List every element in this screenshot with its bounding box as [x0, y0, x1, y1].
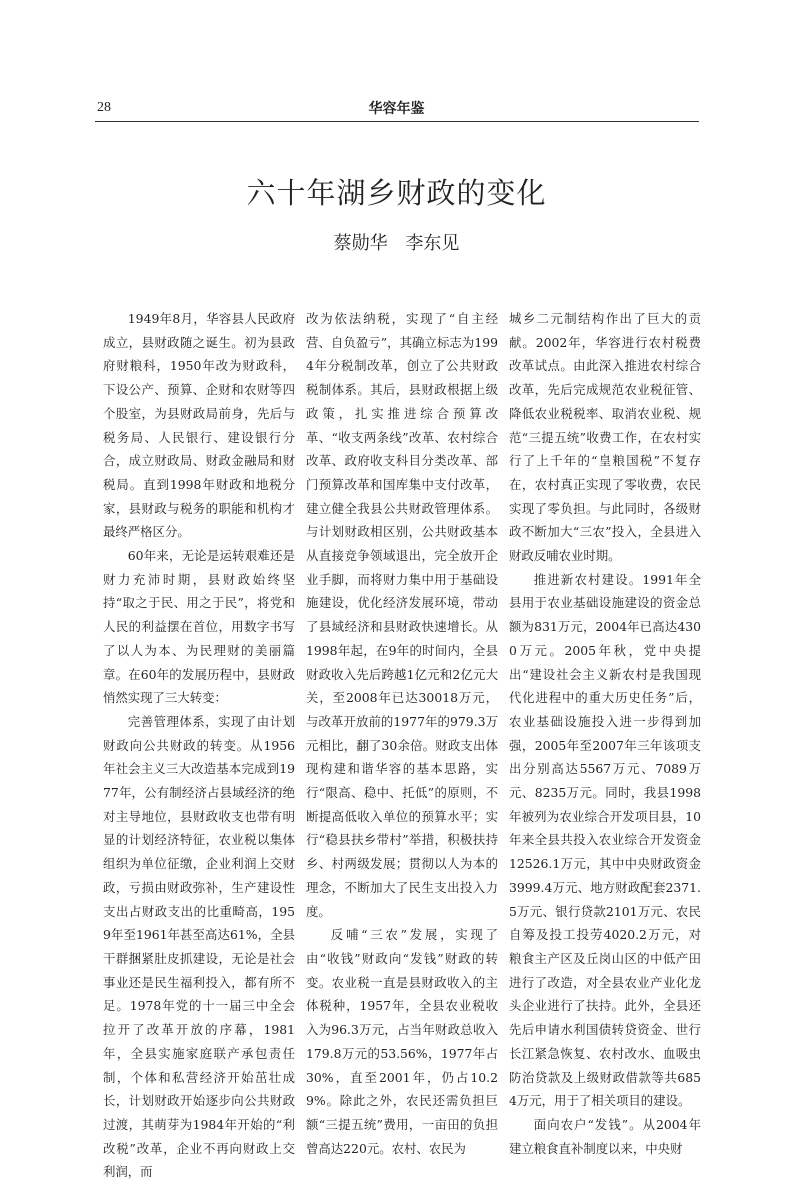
paragraph: 1949年8月，华容县人民政府成立，县财政随之诞生。初为县政府财粮科，1950年改为财政科，下设公产、预算、企财和农财等四个股室，为县财政局前身，先后与税务局、人民银行、建设银行分合，成立财政局、财政金融局和财税局。直到1998年财政和地税分家，县财政与税务的职能和机构才最终严格区分。: [103, 311, 295, 540]
paragraph: 60年来，无论是运转艰难还是财力充沛时期，县财政始终坚持“取之于民、用之于民”，将党和人民的利益摆在首位，用数字书写了以人为本、为民理财的美丽篇章。在60年的发展历程中，县财政悄然实现了三大转变：: [103, 548, 295, 706]
article-title: 六十年湖乡财政的变化: [246, 176, 547, 210]
header-rule: [95, 121, 699, 122]
paragraph: 推进新农村建设。1991年全县用于农业基础设施建设的资金总额为831万元，2004年已高达4300万元。2005年秋，党中央提出“建设社会主义新农村是我国现代化进程中的重大历史任务”后，农业基础设施投入进一步得到加强，2005年至2007年三年该项支出分别高达5567万元、7089万元、8235万元。同时，我县1998年被列为农业综合开发项目县，10年来全县共投入农业综合开发资金12526.1万元，其中中央财政资金3999.4万元、地方财政配套2371.5万元、银行贷款2101万元、农民自筹及投工投劳4020.2万元，对粮食主产区及丘岗山区的中低产田进行了改造，对全县农业产业化龙头企业进行了扶持。此外，全县还先后申请水利国债转贷资金、世行长江紧急恢复、农村改水、血吸虫防治贷款及上级财政借款等共6854万元，用于了相关项目的建设。: [509, 571, 701, 1109]
page-number: 28: [97, 100, 111, 115]
text-column-2: [306, 307, 498, 1160]
paragraph: 完善管理体系，实现了由计划财政向公共财政的转变。从1956年社会主义三大改造基本完成到1977年，公有制经济占县域经济的绝对主导地位，县财政收支也带有明显的计划经济特征，农业税以集体组织为单位征缴，企业利润上交财政，亏损由财政弥补，生产建设性支出占财政支出的比重畸高，1959年至1961年甚至高达61%，全县干群捆紧肚皮抓建设，无论是社会事业还是民生福利投入，都有所不足。1978年党的十一届三中全会拉开了改革开放的序幕，1981年，全县实施家庭联产承包责任制，个体和私营经济开始茁壮成长，计划财政开始逐步向公共财政过渡，其萌芽为1984年开始的“利改税”改革，企业不再向财政上交利润，而: [103, 713, 295, 1180]
paragraph: 改为依法纳税，实现了“自主经营、自负盈亏”，其确立标志为1994年分税制改革，创立了公共财政税制体系。其后，县财政根据上级政策，扎实推进综合预算改革、“收支两条线”改革、农村综合改革、政府收支科目分类改革、部门预算改革和国库集中支付改革，建立健全我县公共财政管理体系。与计划财政相区别，公共财政基本从直接竞争领域退出，完全放开企业手脚，而将财力集中用于基础设施建设，优化经济发展环境，带动了县域经济和县财政快速增长。从1998年起，在9年的时间内，全县财政收入先后跨越1亿元和2亿元大关，至2008年已达30018万元，与改革开放前的1977年的979.3万元相比，翻了30余倍。财政支出体现构建和谐华容的基本思路，实行“限高、稳中、托低”的原则，不断提高低收入单位的预算水平；实行“稳县扶乡带村”举措，积极扶持乡、村两级发展；贯彻以人为本的理念，不断加大了民生支出投入力度。: [306, 311, 498, 919]
paragraph: 面向农户“发钱”。从2004年建立粮食直补制度以来，中央财: [509, 1116, 701, 1156]
text-column-3: [509, 307, 701, 1160]
article-authors: 蔡勋华 李东见: [333, 233, 460, 254]
paragraph: 城乡二元制结构作出了巨大的贡献。2002年，华容进行农村税费改革试点。由此深入推进农村综合改革，先后完成规范农业税征管、降低农业税税率、取消农业税、规范“三提五统”收费工作，在农村实行了上千年的“皇粮国税”不复存在，农村真正实现了零收费，农民实现了零负担。与此同时，各级财政不断加大“三农”投入，全县进入财政反哺农业时期。: [509, 311, 701, 564]
paragraph: 反哺“三农”发展，实现了由“收钱”财政向“发钱”财政的转变。农业税一直是县财政收入的主体税种，1957年，全县农业税收入为96.3万元，占当年财政总收入179.8万元的53.56%，1977年占30%，直至2001年，仍占10.29%。除此之外，农民还需负担巨额“三提五统”费用，一亩田的负担曾高达220元。农村、农民为: [306, 927, 498, 1156]
running-head-title: 华容年鉴: [368, 101, 425, 117]
text-column-1: [103, 307, 295, 1184]
